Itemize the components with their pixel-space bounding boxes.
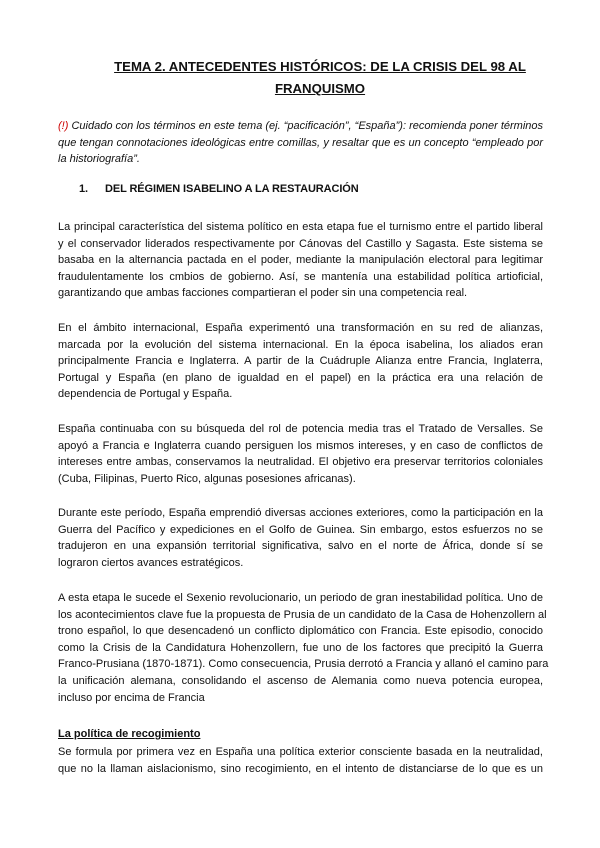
paragraph-2 [58, 320, 543, 403]
page-title [100, 56, 540, 100]
paragraph-line: dependencia de Portugal y España. [58, 388, 233, 401]
paragraph-line: incluso por encima de Francia [58, 691, 205, 704]
paragraph-6 [58, 744, 543, 777]
subheading: La política de recogimiento [58, 728, 201, 740]
paragraph-line: Portugal y España (en plano de igualdad en el papel) en la práctica era una relación de [58, 371, 543, 384]
paragraph-line: apoyó a Francia e Inglaterra cuando persiguen los mismos intereses, y en caso de conflictos de [58, 439, 543, 452]
paragraph-line: intereses entre ambas, conservamos la neutralidad. El objetivo era preservar territorios coloniales [58, 456, 543, 469]
section-heading [79, 183, 359, 195]
paragraph-line: como la Crisis de la Candidatura Hohenzollern, fue uno de los factores que precipitó la Guerra [58, 641, 543, 654]
paragraph-line: y el conservador liderados respectivamente por Cánovas del Castillo y Sagasta. Este sistema se [58, 237, 543, 250]
section-number: 1. [79, 183, 88, 195]
paragraph-line: basaba en la alternancia pactada en el poder, mediante la manipulación electoral para legitimar [58, 254, 543, 267]
warning-note [58, 118, 543, 168]
paragraph-4 [58, 505, 543, 571]
paragraph-line: España continuaba con su búsqueda del rol de potencia media tras el Tratado de Versalles. Se [58, 423, 543, 435]
paragraph-line: Franco-Prusiana (1870-1871). Como consecuencia, Prusia derrotó a Francia y allanó el camino para [58, 658, 549, 671]
paragraph-3 [58, 421, 543, 487]
paragraph-line: Se formula por primera vez en España una política exterior consciente basada en la neutralidad, [58, 746, 543, 758]
paragraph-line: trono español, lo que desencadenó un conflicto diplomático con Francia. Este episodio, conocido [58, 625, 543, 638]
paragraph-line: los acontecimientos clave fue la propuesta de Prusia de un candidato de la Casa de Hohenzollern al [58, 608, 547, 621]
warning-note-text: Cuidado con los términos en este tema (ej. “pacificación”, “España”): recomienda poner términos que tengan connotaciones ideológicas entre comillas, y resaltar que es un concepto “empleado por la historiografía”. [58, 120, 544, 166]
paragraph-5 [58, 590, 549, 706]
paragraph-line: que no la llaman aislacionismo, sino recogimiento, en el intento de distanciarse de lo que es un [58, 762, 543, 775]
paragraph-line: Guerra del Pacífico y expediciones en el Golfo de Guinea. Sin embargo, estos esfuerzos no se [58, 523, 543, 536]
title-line-2: FRANQUISMO [274, 81, 366, 96]
paragraph-line: En el ámbito internacional, España experimentó una transformación en su red de alianzas, [58, 322, 543, 334]
warning-marker: (!) [58, 120, 69, 132]
paragraph-line: lograron ciertos avances estratégicos. [58, 556, 244, 569]
paragraph-line: la unificación alemana, consolidando el ascenso de Alemania como nueva potencia europea, [58, 674, 543, 687]
paragraph-line: principalmente Francia e Inglaterra. A partir de la Cuádruple Alianza entre Francia, Inglaterra, [58, 355, 543, 368]
paragraph-1 [58, 219, 543, 302]
paragraph-line: (Cuba, Filipinas, Puerto Rico, algunas posesiones africanas). [58, 472, 356, 485]
paragraph-line: marcada por la evolución del sistema internacional. En la época isabelina, los aliados eran [58, 338, 543, 351]
paragraph-line: fraudulentamente los cmbios de gobierno. Así, se mantenía una estabilidad política artioficial, [58, 270, 543, 283]
paragraph-line: tradujeron en una expansión territorial significativa, salvo en el norte de África, donde sí se [58, 540, 543, 553]
paragraph-line: Durante este período, España emprendió diversas acciones exteriores, como la participación en la [58, 507, 543, 519]
section-heading-text: DEL RÉGIMEN ISABELINO A LA RESTAURACIÓN [105, 183, 359, 195]
paragraph-line: La principal característica del sistema político en esta etapa fue el turnismo entre el partido liberal [58, 221, 543, 233]
title-line-1: TEMA 2. ANTECEDENTES HISTÓRICOS: DE LA CRISIS DEL 98 AL [114, 59, 526, 74]
paragraph-line: garantizando que ambas facciones compartieran el poder sin una competencia real. [58, 287, 468, 300]
paragraph-line: A esta etapa le sucede el Sexenio revolucionario, un periodo de gran inestabilidad política. Uno de [58, 592, 543, 604]
